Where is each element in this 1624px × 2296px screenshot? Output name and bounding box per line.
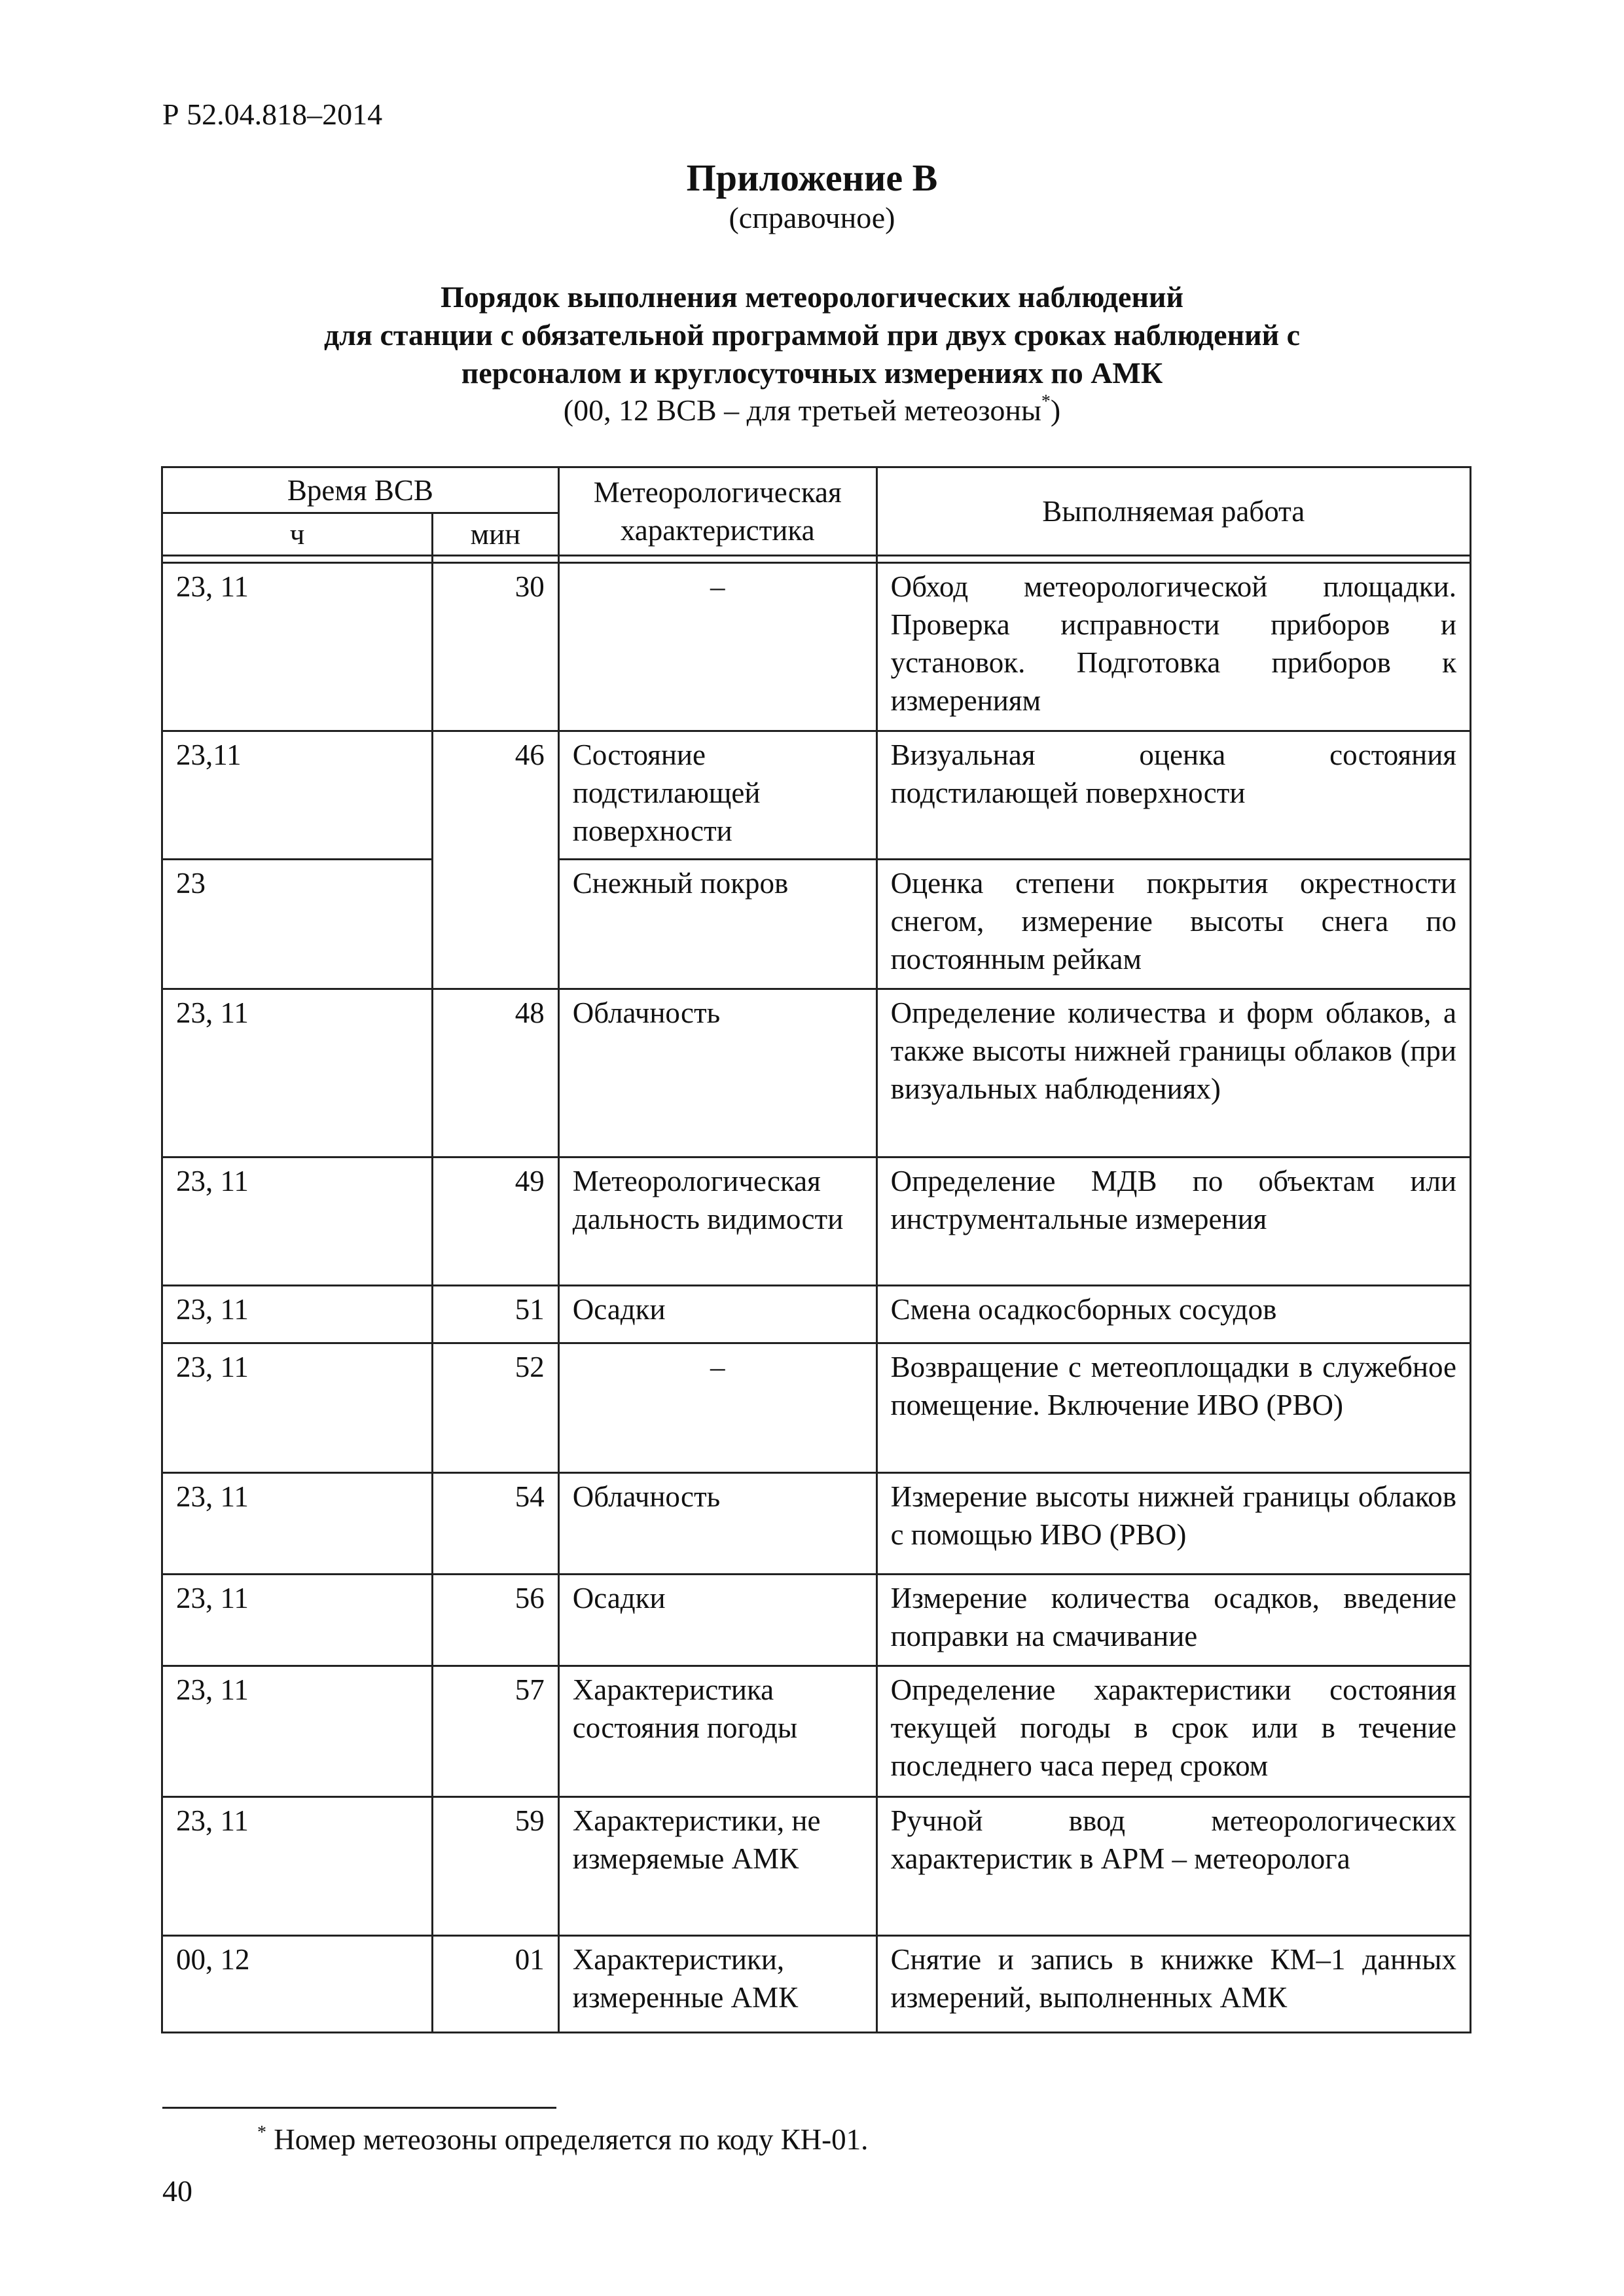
cell-hours: 23,11 bbox=[162, 731, 433, 860]
cell-minute: 56 bbox=[433, 1575, 559, 1666]
cell-work: Определение количества и форм облаков, а также высоты нижней границы облаков (при визуальных наблюдениях) bbox=[876, 989, 1470, 1157]
cell-characteristic: Осадки bbox=[558, 1575, 876, 1666]
appendix-subtitle: (справочное) bbox=[729, 201, 895, 234]
cell-characteristic: Характеристика состояния погоды bbox=[558, 1666, 876, 1797]
cell-minute: 48 bbox=[433, 989, 559, 1157]
cell-work: Измерение количества осадков, введение поправки на смачивание bbox=[876, 1575, 1470, 1666]
cell-hours: 00, 12 bbox=[162, 1936, 433, 2033]
cell-characteristic: Облачность bbox=[558, 1473, 876, 1575]
cell-minute: 51 bbox=[433, 1286, 559, 1343]
heading-note-close: ) bbox=[1050, 393, 1061, 427]
document-id: Р 52.04.818–2014 bbox=[162, 98, 383, 131]
cell-characteristic: Состояние подстилающей поверхности bbox=[558, 731, 876, 860]
table-row bbox=[162, 1473, 1471, 1575]
cell-characteristic: Характеристики, не измеряемые АМК bbox=[558, 1797, 876, 1936]
cell-characteristic: – bbox=[558, 1343, 876, 1473]
table-row bbox=[162, 563, 1471, 731]
cell-minute: 54 bbox=[433, 1473, 559, 1575]
table-row bbox=[162, 1797, 1471, 1936]
cell-work: Оценка степени покрытия окрестности снегом, измерение высоты снега по постоянным рейкам bbox=[876, 860, 1470, 989]
cell-work: Ручной ввод метеорологических характеристик в АРМ – метеоролога bbox=[876, 1797, 1470, 1936]
cell-characteristic: Характеристики, измеренные АМК bbox=[558, 1936, 876, 2033]
header-minute: мин bbox=[433, 513, 559, 556]
heading-note bbox=[0, 393, 1624, 428]
column-number-row bbox=[162, 556, 1471, 563]
cell-minute: 52 bbox=[433, 1343, 559, 1473]
cell-work: Снятие и запись в книжке КМ–1 данных измерений, выполненных АМК bbox=[876, 1936, 1470, 2033]
table-row bbox=[162, 860, 1471, 989]
table-row bbox=[162, 731, 1471, 860]
footnote-divider bbox=[162, 2107, 556, 2109]
header-characteristic: Метеорологическая характеристика bbox=[558, 467, 876, 556]
heading-line-1: Порядок выполнения метеорологических наблюдений bbox=[441, 280, 1183, 314]
cell-minute: 01 bbox=[433, 1936, 559, 2033]
header-time: Время ВСВ bbox=[162, 467, 559, 513]
cell-hours: 23, 11 bbox=[162, 1157, 433, 1286]
cell-work: Обход метеорологической площадки. Проверка исправности приборов и установок. Подготовка приборов к измерениям bbox=[876, 563, 1470, 731]
table-row bbox=[162, 1666, 1471, 1797]
footnote-marker: * bbox=[1041, 392, 1051, 412]
cell-characteristic: Снежный покров bbox=[558, 860, 876, 989]
header-hour: ч bbox=[162, 513, 433, 556]
cell-minute: 30 bbox=[433, 563, 559, 731]
cell-work: Визуальная оценка состояния подстилающей поверхности bbox=[876, 731, 1470, 860]
cell-characteristic: Осадки bbox=[558, 1286, 876, 1343]
table-row bbox=[162, 1157, 1471, 1286]
cell-hours: 23, 11 bbox=[162, 1343, 433, 1473]
cell-work: Измерение высоты нижней границы облаков с помощью ИВО (РВО) bbox=[876, 1473, 1470, 1575]
cell-work: Смена осадкосборных сосудов bbox=[876, 1286, 1470, 1343]
table-row bbox=[162, 1343, 1471, 1473]
cell-hours: 23, 11 bbox=[162, 1575, 433, 1666]
table-row bbox=[162, 1286, 1471, 1343]
cell-hours: 23 bbox=[162, 860, 433, 989]
page-number: 40 bbox=[162, 2174, 192, 2208]
cell-hours: 23, 11 bbox=[162, 1286, 433, 1343]
table-row bbox=[162, 989, 1471, 1157]
cell-minute: 49 bbox=[433, 1157, 559, 1286]
table-heading bbox=[0, 278, 1624, 392]
cell-hours: 23, 11 bbox=[162, 563, 433, 731]
cell-hours: 23, 11 bbox=[162, 1473, 433, 1575]
appendix-title: Приложение В bbox=[686, 156, 938, 199]
observation-schedule-table bbox=[161, 466, 1471, 2033]
cell-minute: 46 bbox=[433, 731, 559, 989]
cell-work: Определение МДВ по объектам или инструментальные измерения bbox=[876, 1157, 1470, 1286]
heading-line-3: персоналом и круглосуточных измерениях по АМК bbox=[461, 356, 1163, 390]
footnote bbox=[257, 2123, 868, 2157]
header-work: Выполняемая работа bbox=[876, 467, 1470, 556]
cell-minute: 59 bbox=[433, 1797, 559, 1936]
heading-line-2: для станции с обязательной программой при двух сроках наблюдений с bbox=[323, 318, 1301, 352]
cell-hours: 23, 11 bbox=[162, 1666, 433, 1797]
cell-hours: 23, 11 bbox=[162, 1797, 433, 1936]
footnote-mark: * bbox=[257, 2123, 266, 2143]
cell-characteristic: – bbox=[558, 563, 876, 731]
cell-work: Возвращение с метеоплощадки в служебное помещение. Включение ИВО (РВО) bbox=[876, 1343, 1470, 1473]
cell-characteristic: Метеорологическая дальность видимости bbox=[558, 1157, 876, 1286]
table-row bbox=[162, 1575, 1471, 1666]
cell-characteristic: Облачность bbox=[558, 989, 876, 1157]
heading-note-text: (00, 12 ВСВ – для третьей метеозоны bbox=[563, 393, 1041, 427]
cell-hours: 23, 11 bbox=[162, 989, 433, 1157]
cell-work: Определение характеристики состояния текущей погоды в срок или в течение последнего часа перед сроком bbox=[876, 1666, 1470, 1797]
cell-minute: 57 bbox=[433, 1666, 559, 1797]
footnote-text: Номер метеозоны определяется по коду КН-01. bbox=[266, 2123, 869, 2156]
table-row bbox=[162, 1936, 1471, 2033]
